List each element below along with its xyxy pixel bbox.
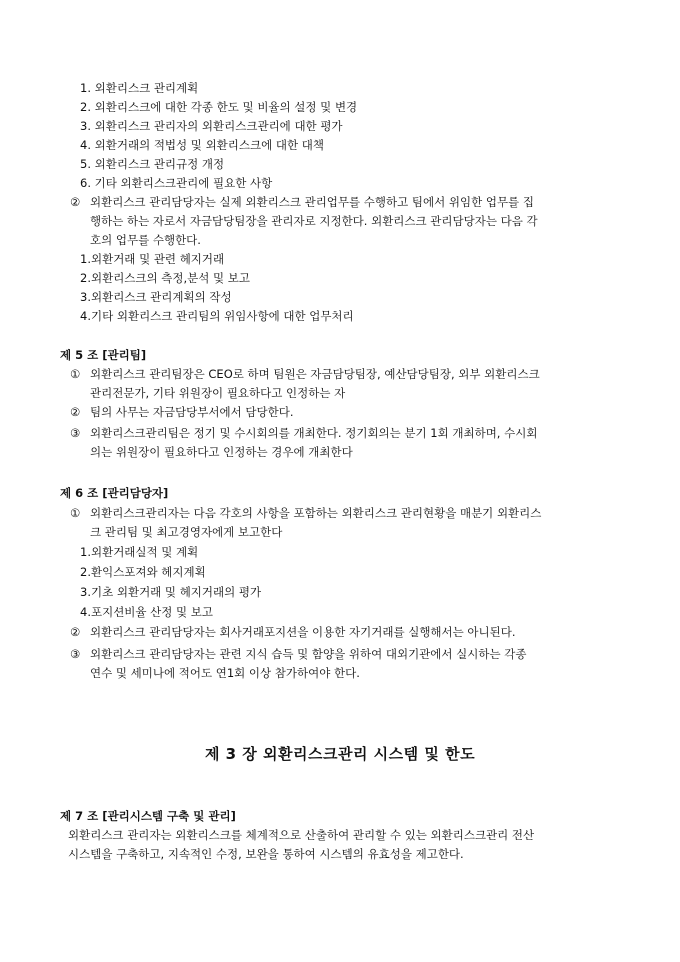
clause-text: 외환리스크관리팀은 정기 및 수시회의를 개최한다. 정기회의는 분기 1회 개최하며, 수시회	[90, 426, 538, 440]
clause-text: 호의 업무를 수행한다.	[90, 233, 201, 247]
clause-text: 연수 및 세미나에 적어도 연1회 이상 참가하여야 한다.	[90, 666, 360, 680]
list-item: 4. 외환거래의 적법성 및 외환리스크에 대한 대책	[80, 138, 324, 152]
clause-text: 관리전문가, 기타 위원장이 필요하다고 인정하는 자	[90, 386, 346, 400]
clause-text: 의는 위원장이 필요하다고 인정하는 경우에 개최한다	[90, 445, 353, 459]
list-item: 2.환익스포져와 헤지계획	[80, 565, 206, 579]
article-heading: 제 5 조 [관리팀]	[60, 348, 147, 362]
clause-marker: ①	[70, 367, 81, 381]
list-item: 1.외환거래 및 관련 헤지거래	[80, 252, 225, 266]
list-item: 3.외환리스크 관리계획의 작성	[80, 290, 232, 304]
clause-text: 외환리스크 관리팀장은 CEO로 하며 팀원은 자금담당팀장, 예산담당팀장, 외부 외환리스크	[90, 367, 540, 381]
clause-marker: ③	[70, 426, 81, 440]
list-item: 6. 기타 외환리스크관리에 필요한 사항	[80, 176, 273, 190]
clause-text: 크 관리팀 및 최고경영자에게 보고한다	[90, 525, 283, 539]
list-item: 4.기타 외환리스크 관리팀의 위임사항에 대한 업무처리	[80, 309, 354, 323]
clause-text: 행하는 하는 자로서 자금담당팀장을 관리자로 지정한다. 외환리스크 관리담당자는 다음 각	[90, 214, 538, 228]
list-item: 3.기초 외환거래 및 헤지거래의 평가	[80, 585, 262, 599]
list-item: 1.외환거래실적 및 계획	[80, 545, 199, 559]
clause-text: 외환리스크 관리담당자는 회사거래포지션을 이용한 자기거래를 실행해서는 아니된다.	[90, 625, 516, 639]
clause-marker: ②	[70, 195, 81, 209]
list-item: 2. 외환리스크에 대한 각종 한도 및 비율의 설정 및 변경	[80, 100, 358, 114]
clause-marker: ③	[70, 647, 81, 661]
clause-text: 외환리스크 관리담당자는 관련 지식 습득 및 함양을 위하여 대외기관에서 실시하는 각종	[90, 647, 527, 661]
clause-marker: ②	[70, 405, 81, 419]
paragraph-text: 외환리스크 관리자는 외환리스크를 체계적으로 산출하여 관리할 수 있는 외환리스크관리 전산	[68, 828, 535, 842]
clause-text: 팀의 사무는 자금담당부서에서 담당한다.	[90, 405, 294, 419]
list-item: 2.외환리스크의 측정,분석 및 보고	[80, 271, 251, 285]
list-item: 1. 외환리스크 관리계획	[80, 81, 199, 95]
clause-marker: ①	[70, 506, 81, 520]
paragraph-text: 시스템을 구축하고, 지속적인 수정, 보완을 통하여 시스템의 유효성을 제고한다.	[68, 847, 464, 861]
clause-text: 외환리스크 관리담당자는 실제 외환리스크 관리업무를 수행하고 팀에서 위임한 업무를 집	[90, 195, 534, 209]
list-item: 5. 외환리스크 관리규정 개정	[80, 157, 225, 171]
list-item: 3. 외환리스크 관리자의 외환리스크관리에 대한 평가	[80, 119, 343, 133]
clause-text: 외환리스크관리자는 다음 각호의 사항을 포함하는 외환리스크 관리현황을 매분기 외환리스	[90, 506, 542, 520]
list-item: 4.포지션비율 산정 및 보고	[80, 605, 214, 619]
article-heading: 제 6 조 [관리담당자]	[60, 486, 169, 500]
article-heading: 제 7 조 [관리시스템 구축 및 관리]	[60, 809, 236, 823]
chapter-title: 제 3 장 외환리스크관리 시스템 및 한도	[204, 745, 476, 763]
clause-marker: ②	[70, 625, 81, 639]
